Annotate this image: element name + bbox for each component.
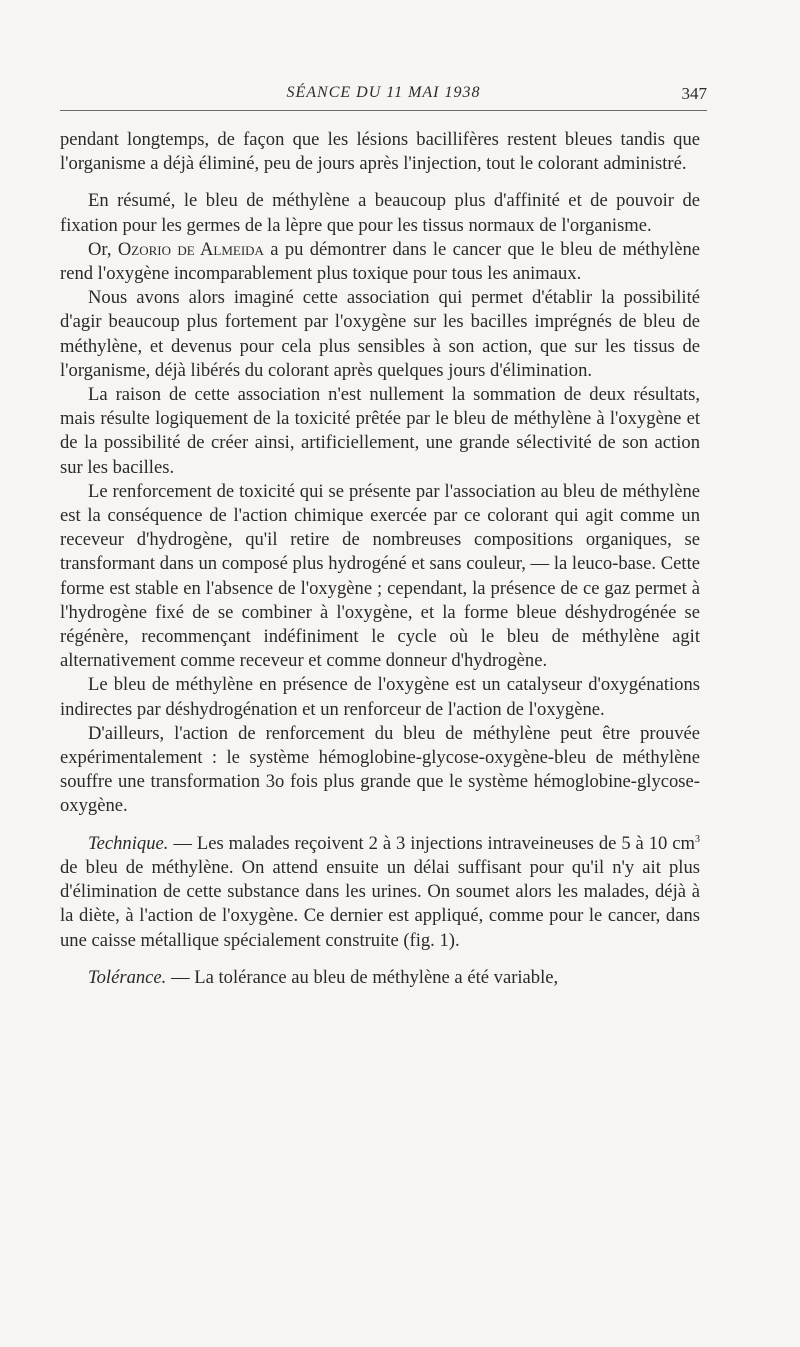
paragraph-tolerance — [60, 966, 700, 990]
header-rule — [60, 110, 707, 111]
paragraph-ozorio — [60, 238, 700, 286]
paragraph-text: — Les malades reçoivent 2 à 3 injections intraveineuses de 5 à 10 cm — [168, 832, 695, 854]
paragraph-text: de bleu de méthylène. On attend ensuite un délai suffisant pour qu'il n'y ait plus d'élimination de cette substance dans les urines. On soumet alors les malades, déjà à la diète, à l'action de l'oxygène. Ce dernier est appliqué, comme pour le cancer, dans une caisse métallique spécialement construite (fig. 1). — [60, 856, 700, 951]
paragraph-technique — [60, 832, 700, 953]
page-number: 347 — [681, 84, 707, 103]
paragraph-association: Nous avons alors imaginé cette association qui permet d'établir la possibilité d'agir beaucoup plus fortement par l'oxygène sur les bacilles imprégnés de bleu de méthylène, et devenus pour cela plus sensibles à son action, que sur les tissus de l'organisme, déjà libérés du colorant après quelques jours d'élimination. — [60, 287, 700, 381]
running-head: SÉANCE DU 11 MAI 1938 — [286, 84, 481, 101]
section-label-tolerance: Tolérance. — [88, 966, 167, 988]
paragraph-text: a pu démontrer dans le cancer que le bleu de méthylène rend l'oxygène incomparablement plus toxique pour tous les animaux. — [60, 238, 701, 285]
body-text — [60, 128, 700, 990]
author-name: Ozorio de Almeida — [117, 238, 264, 260]
paragraph-continuation: pendant longtemps, de façon que les lésions bacillifères restent bleues tandis que l'organisme a déjà éliminé, peu de jours après l'injection, tout le colorant administré. — [60, 129, 700, 175]
paragraph-text: Or, — [88, 238, 118, 260]
page-header — [60, 84, 707, 112]
paragraph-reason: La raison de cette association n'est nullement la sommation de deux résultats, mais résulte logiquement de la toxicité prêtée par le bleu de méthylène à l'oxygène et de la possibilité de créer ainsi, artificiellement, une grande sélectivité de son action sur les bacilles. — [60, 384, 700, 478]
paragraph-text: — La tolérance au bleu de méthylène a été variable, — [166, 966, 559, 988]
paragraph-summary: En résumé, le bleu de méthylène a beaucoup plus d'affinité et de pouvoir de fixation pour les germes de la lèpre que pour les tissus normaux de l'organisme. — [60, 190, 700, 236]
superscript: 3 — [695, 833, 700, 845]
paragraph-experiment: D'ailleurs, l'action de renforcement du bleu de méthylène peut être prouvée expérimentalement : le système hémoglobine-glycose-oxygène-bleu de méthylène souffre une transformation 3o fois plus grande que le système hémoglobine-glycose-oxygène. — [60, 722, 700, 817]
paragraph-catalyst: Le bleu de méthylène en présence de l'oxygène est un catalyseur d'oxygénations indirectes par déshydrogénation et un renforceur de l'action de l'oxygène. — [60, 674, 700, 720]
section-label-technique: Technique. — [88, 832, 169, 854]
paragraph-reinforcement: Le renforcement de toxicité qui se présente par l'association au bleu de méthylène est la conséquence de l'action chimique exercée par ce colorant qui agit comme un receveur d'hydrogène, qu'il retire de nombreuses compositions organiques, se transformant dans un composé plus hydrogéné et sans couleur, — la leuco-base. Cette forme est stable en l'absence de l'oxygène ; cependant, la présence de ce gaz permet à l'hydrogène fixé de se combiner à l'oxygène, et la forme bleue déshydrogénée se régénère, recommençant indéfiniment le cycle où le bleu de méthylène agit alternativement comme receveur et comme donneur d'hydrogène. — [60, 480, 700, 672]
